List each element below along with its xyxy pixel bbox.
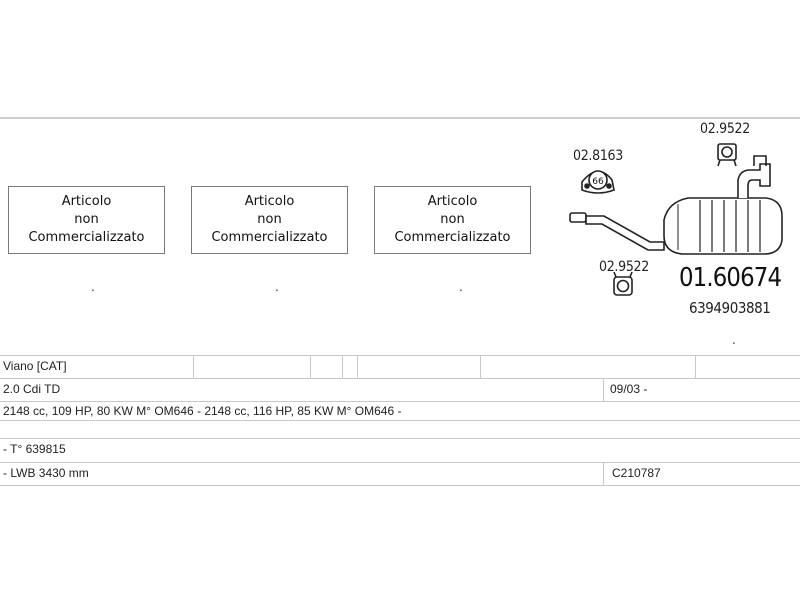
box-1-line-3: Commercializzato — [28, 230, 145, 245]
not-available-box-2 — [191, 186, 348, 254]
dot-marker-2: . — [275, 280, 279, 294]
table-col-divider-8 — [603, 462, 604, 485]
top-border — [0, 117, 800, 119]
dot-marker-4: . — [732, 333, 736, 347]
date-cell: 09/03 - — [610, 382, 648, 396]
clamp-icon — [718, 144, 736, 166]
box-2-line-2: non — [257, 212, 282, 227]
model-cell: Viano [CAT] — [3, 359, 67, 373]
hanger-number: 66 — [592, 177, 604, 187]
table-col-divider-5 — [480, 355, 481, 378]
reference-cell: C210787 — [612, 466, 661, 480]
clamp-icon-bottom — [614, 272, 632, 295]
table-line-3 — [0, 401, 800, 402]
engine-cell: 2.0 Cdi TD — [3, 382, 61, 396]
exhaust-pipe-icon — [570, 213, 664, 250]
table-col-divider-4 — [357, 355, 358, 378]
table-col-divider-7 — [603, 378, 604, 401]
box-3-line-3: Commercializzato — [394, 230, 511, 245]
box-1-line-2: non — [74, 212, 99, 227]
part-code-clamp-top: 02.9522 — [700, 121, 750, 137]
table-line-2 — [0, 378, 800, 379]
table-col-divider-2 — [310, 355, 311, 378]
part-code-clamp-bottom: 02.9522 — [599, 259, 649, 275]
not-available-box-3 — [374, 186, 531, 254]
dot-marker-1: . — [91, 280, 95, 294]
table-line-6 — [0, 462, 800, 463]
box-1-line-1: Articolo — [61, 194, 112, 209]
part-code-hanger: 02.8163 — [573, 148, 623, 164]
muffler-icon — [664, 156, 782, 254]
table-col-divider-3 — [342, 355, 343, 378]
table-line-4 — [0, 420, 800, 421]
box-2-line-1: Articolo — [244, 194, 295, 209]
wheelbase-cell: - LWB 3430 mm — [3, 466, 89, 480]
oe-part-code: 6394903881 — [689, 299, 771, 317]
table-col-divider-6 — [695, 355, 696, 378]
table-line-1 — [0, 355, 800, 356]
table-line-5 — [0, 438, 800, 439]
main-part-code: 01.60674 — [679, 263, 782, 293]
specs-cell: 2148 cc, 109 HP, 80 KW M° OM646 - 2148 cc, 116 HP, 85 KW M° OM646 - — [3, 404, 402, 418]
type-cell: - T° 639815 — [3, 442, 66, 456]
table-col-divider-1 — [193, 355, 194, 378]
table-line-7 — [0, 485, 800, 486]
not-available-box-1 — [8, 186, 165, 254]
box-3-line-2: non — [440, 212, 465, 227]
box-2-line-3: Commercializzato — [211, 230, 328, 245]
box-3-line-1: Articolo — [427, 194, 478, 209]
dot-marker-3: . — [459, 280, 463, 294]
